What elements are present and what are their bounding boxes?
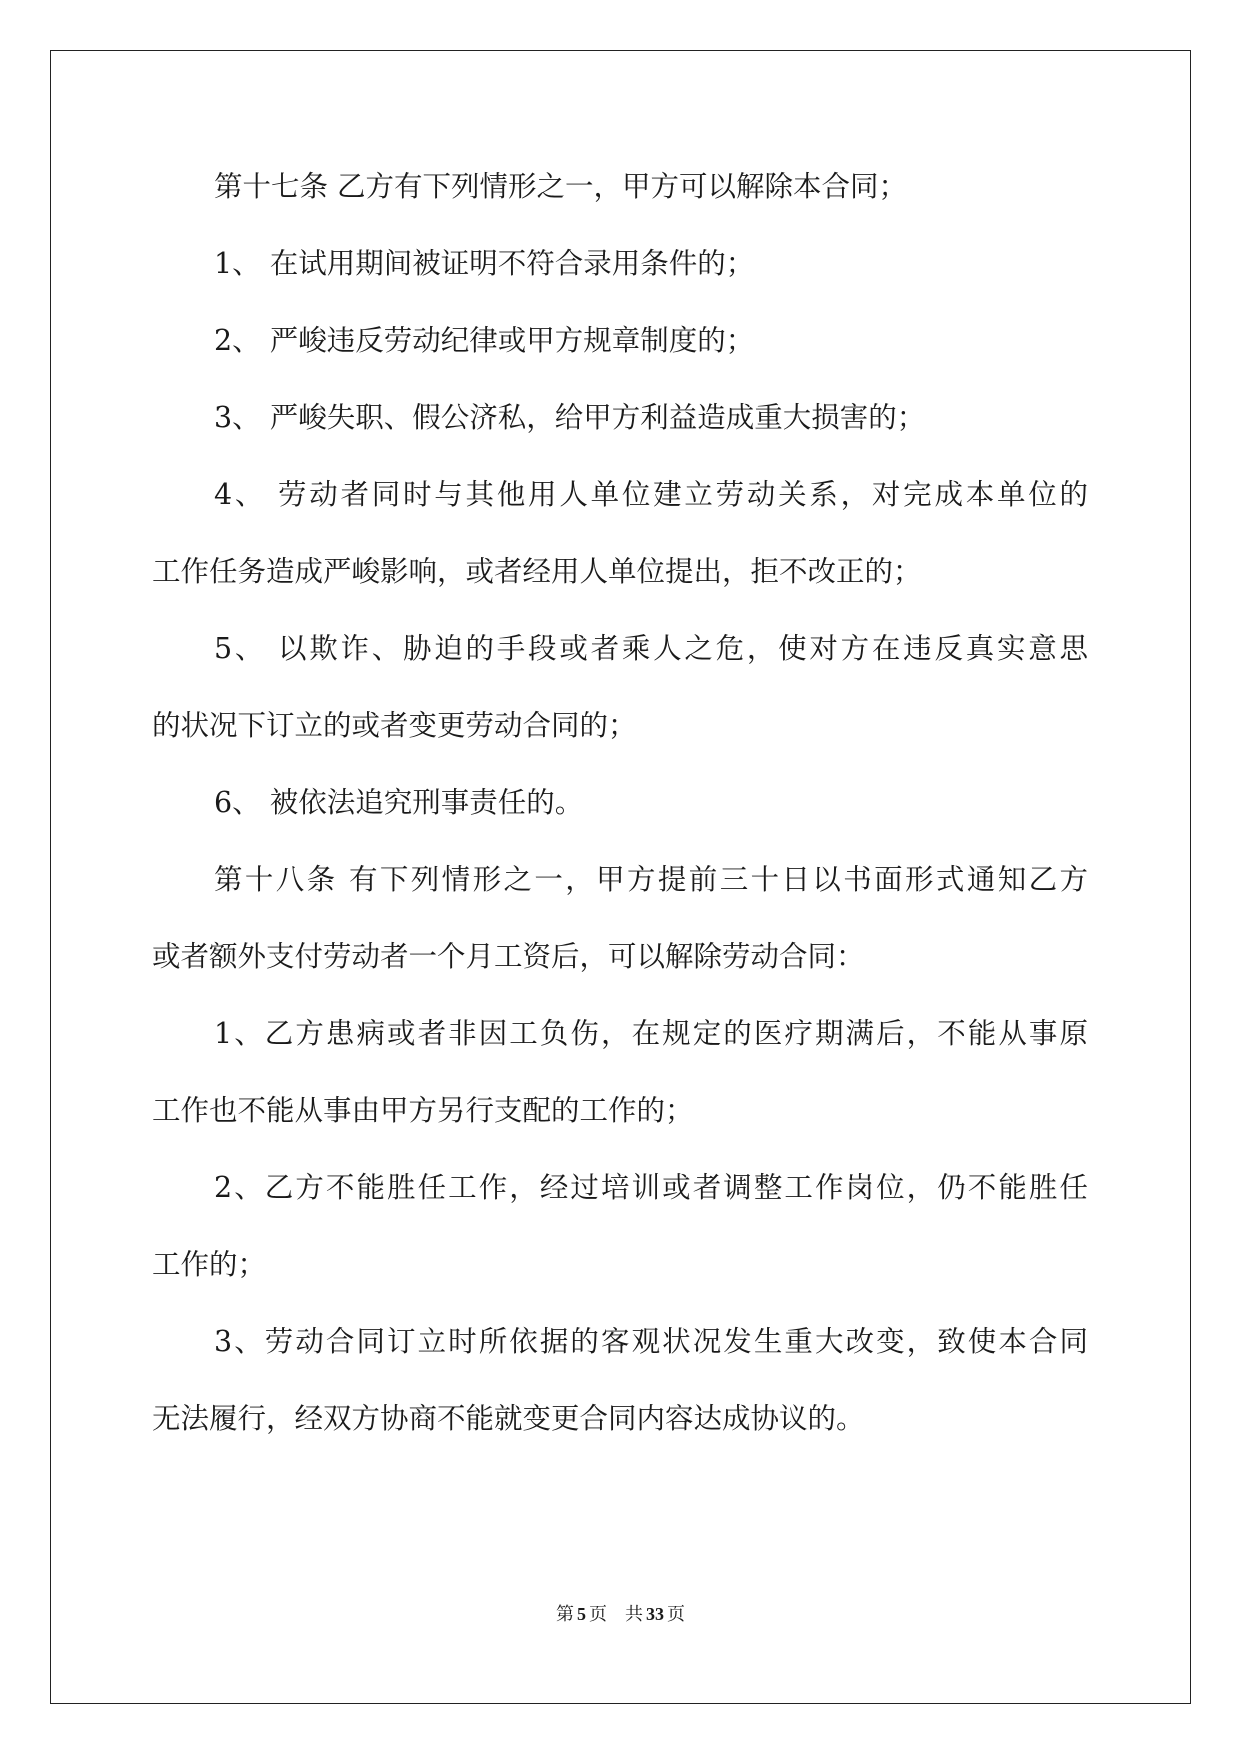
article-17-item-3: 3、 严峻失职、假公济私，给甲方利益造成重大损害的； (214, 401, 926, 434)
article-17-item-6: 6、 被依法追究刑事责任的。 (214, 786, 584, 819)
article-17-item-1: 1、 在试用期间被证明不符合录用条件的； (214, 247, 755, 280)
page-footer (0, 1602, 1241, 1627)
article-17-item-4-line-2: 工作任务造成严峻影响，或者经用人单位提出，拒不改正的； (152, 555, 922, 588)
article-18-item-1-line-2: 工作也不能从事由甲方另行支配的工作的； (152, 1094, 694, 1127)
article-18-item-2-line-2: 工作的； (152, 1248, 267, 1281)
article-18-item-3-line-1: 3、劳动合同订立时所依据的客观状况发生重大改变，致使本合同 (214, 1325, 1088, 1358)
article-18-item-1-line-1: 1、乙方患病或者非因工负伤，在规定的医疗期满后，不能从事原 (214, 1017, 1088, 1050)
footer-page-number: 5 (577, 1604, 586, 1624)
article-17-item-5-line-1: 5、 以欺诈、胁迫的手段或者乘人之危，使对方在违反真实意思 (214, 632, 1088, 665)
footer-total-prefix: 共 (625, 1604, 643, 1625)
footer-page-suffix: 页 (589, 1604, 607, 1625)
article-17-heading: 第十七条 乙方有下列情形之一，甲方可以解除本合同； (214, 170, 908, 203)
footer-page-prefix: 第 (556, 1604, 574, 1625)
article-17-item-5-line-2: 的状况下订立的或者变更劳动合同的； (152, 709, 637, 742)
footer-total-suffix: 页 (667, 1604, 685, 1625)
article-17-item-4-line-1: 4、 劳动者同时与其他用人单位建立劳动关系，对完成本单位的 (214, 478, 1088, 511)
article-18-item-3-line-2: 无法履行，经双方协商不能就变更合同内容达成协议的。 (152, 1402, 865, 1435)
footer-total-pages: 33 (646, 1604, 664, 1624)
article-17-item-2: 2、 严峻违反劳动纪律或甲方规章制度的； (214, 324, 755, 357)
article-18-heading-line-2: 或者额外支付劳动者一个月工资后，可以解除劳动合同： (152, 940, 865, 973)
article-18-item-2-line-1: 2、乙方不能胜任工作，经过培训或者调整工作岗位，仍不能胜任 (214, 1171, 1088, 1204)
article-18-heading-line-1: 第十八条 有下列情形之一，甲方提前三十日以书面形式通知乙方 (214, 863, 1088, 896)
